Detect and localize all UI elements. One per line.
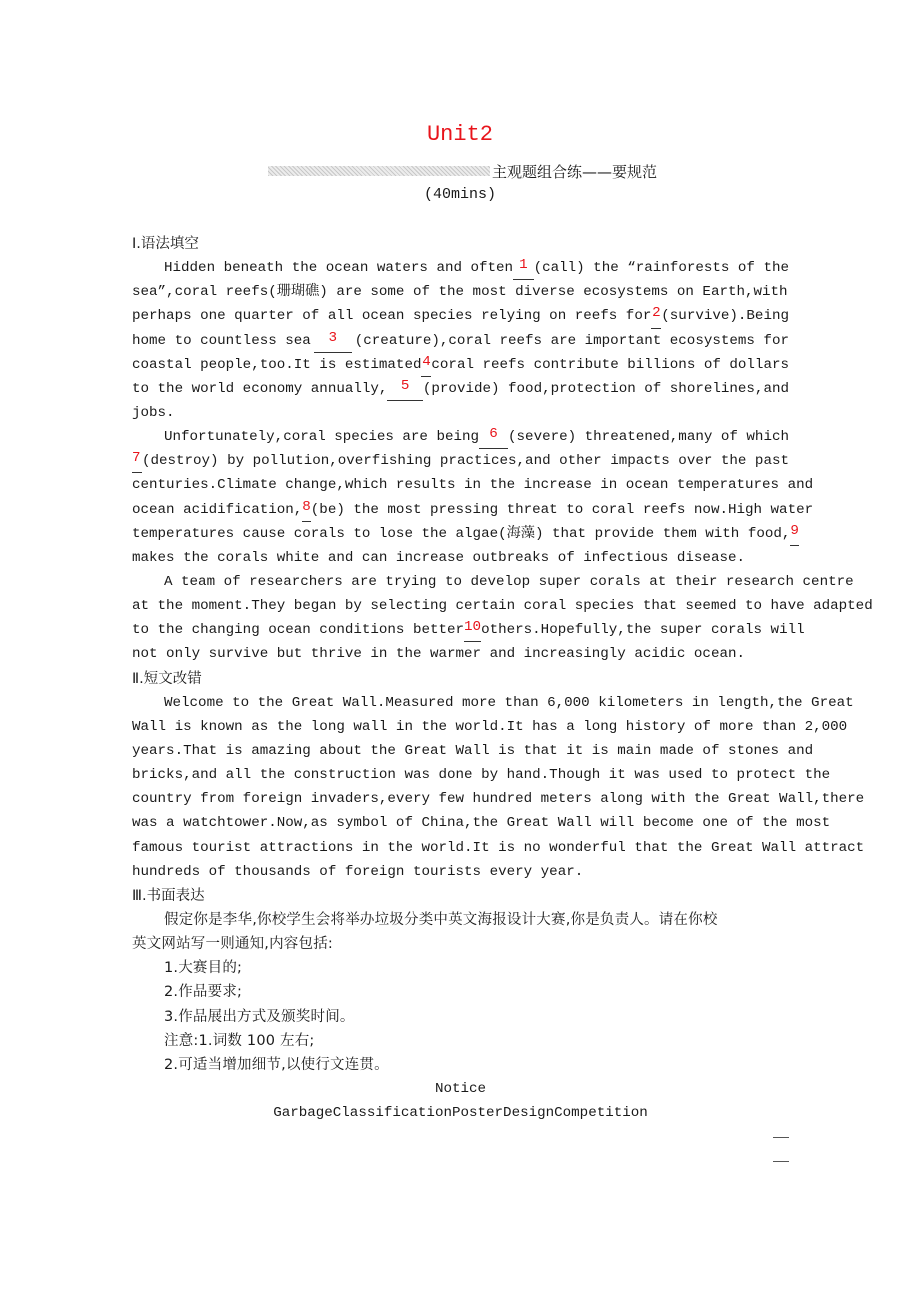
text-line: ocean acidification, 8 (be) the most pressing threat to coral reefs now.High water bbox=[132, 498, 789, 522]
blank-6: 6 bbox=[479, 425, 508, 449]
blank-2: 2 bbox=[651, 304, 661, 328]
subtitle: 主观题组合练——要规范 bbox=[492, 162, 658, 181]
text-line: makes the corals white and can increase outbreaks of infectious disease. bbox=[132, 549, 745, 566]
prompt-line: 假定你是李华,你校学生会将举办垃圾分类中英文海报设计大赛,你是负责人。请在你校 bbox=[164, 911, 718, 928]
section-heading-grammar: Ⅰ.语法填空 bbox=[132, 236, 199, 252]
dash-mark bbox=[773, 1161, 789, 1173]
blank-3: 3 bbox=[314, 329, 352, 353]
text-line: years.That is amazing about the Great Wall is that it is main made of stones and bbox=[132, 742, 814, 759]
text-line: centuries.Climate change,which results in the increase in ocean temperatures and bbox=[132, 477, 814, 494]
requirement-item: 1.大赛目的; bbox=[164, 960, 243, 977]
note-line: 注意:1.词数 100 左右; bbox=[164, 1032, 315, 1049]
text-line: Hidden beneath the ocean waters and often 1 (call) the “rainforests of the bbox=[132, 256, 789, 280]
blank-7: 7 bbox=[132, 449, 142, 473]
text-line: Wall is known as the long wall in the world.It has a long history of more than 2,000 bbox=[132, 718, 848, 735]
requirement-item: 2.作品要求; bbox=[164, 984, 243, 1001]
prompt-line: 英文网站写一则通知,内容包括: bbox=[132, 936, 333, 953]
text-line: not only survive but thrive in the warmer and increasingly acidic ocean. bbox=[132, 646, 745, 663]
document-body bbox=[132, 232, 873, 1173]
text-line: famous tourist attractions in the world.It is no wonderful that the Great Wall attract bbox=[132, 839, 865, 856]
text-line: Unfortunately,coral species are being 6 (severe) threatened,many of which bbox=[132, 425, 789, 449]
text-line: 7 (destroy) by pollution,overfishing practices,and other impacts over the past bbox=[132, 449, 789, 473]
blank-8: 8 bbox=[302, 498, 311, 522]
hatch-placeholder bbox=[268, 166, 490, 176]
text-line: jobs. bbox=[132, 404, 175, 421]
blank-1: 1 bbox=[513, 256, 534, 280]
note-line: 2.可适当增加细节,以使行文连贯。 bbox=[164, 1056, 389, 1073]
text-line: home to countless sea 3 (creature),coral reefs are important ecosystems for bbox=[132, 329, 789, 353]
blank-9: 9 bbox=[790, 522, 799, 546]
text-line: A team of researchers are trying to develop super corals at their research centre bbox=[164, 573, 854, 590]
section-heading-writing: Ⅲ.书面表达 bbox=[132, 887, 205, 904]
text-line: perhaps one quarter of all ocean species relying on reefs for 2 (survive).Being bbox=[132, 304, 789, 328]
text-line: to the world economy annually, 5 (provide) food,protection of shorelines,and bbox=[132, 377, 789, 401]
answer-line bbox=[132, 1149, 789, 1173]
text-line: Welcome to the Great Wall.Measured more than 6,000 kilometers in length,the Great bbox=[164, 694, 854, 711]
blank-5: 5 bbox=[387, 377, 422, 401]
subtitle-row bbox=[268, 160, 657, 182]
text-line: was a watchtower.Now,as symbol of China,the Great Wall will become one of the most bbox=[132, 815, 831, 832]
text-line: bricks,and all the construction was done by hand.Though it was used to protect the bbox=[132, 767, 831, 784]
text-line: to the changing ocean conditions better 10 others.Hopefully,the super corals will bbox=[132, 618, 789, 642]
text-line: temperatures cause corals to lose the algae(海藻) that provide them with food, 9 bbox=[132, 522, 789, 546]
answer-line bbox=[132, 1125, 789, 1149]
section-heading-error-correction: Ⅱ.短文改错 bbox=[132, 670, 202, 687]
unit-title: Unit2 bbox=[426, 122, 493, 147]
notice-subtitle: GarbageClassificationPosterDesignCompetition bbox=[273, 1105, 648, 1122]
requirement-item: 3.作品展出方式及颁奖时间。 bbox=[164, 1008, 355, 1025]
text-line: at the moment.They began by selecting certain coral species that seemed to have adapted bbox=[132, 598, 873, 615]
text-line: coastal people,too.It is estimated 4 coral reefs contribute billions of dollars bbox=[132, 353, 789, 377]
blank-10: 10 bbox=[464, 618, 481, 642]
text-line: sea”,coral reefs(珊瑚礁) are some of the most diverse ecosystems on Earth,with bbox=[132, 284, 788, 301]
dash-mark bbox=[773, 1137, 789, 1149]
blank-4: 4 bbox=[421, 353, 431, 377]
time-limit: (40mins) bbox=[423, 186, 496, 203]
text-line: country from foreign invaders,every few hundred meters along with the Great Wall,there bbox=[132, 791, 865, 808]
text-line: hundreds of thousands of foreign tourists every year. bbox=[132, 863, 584, 880]
notice-title: Notice bbox=[434, 1080, 487, 1097]
